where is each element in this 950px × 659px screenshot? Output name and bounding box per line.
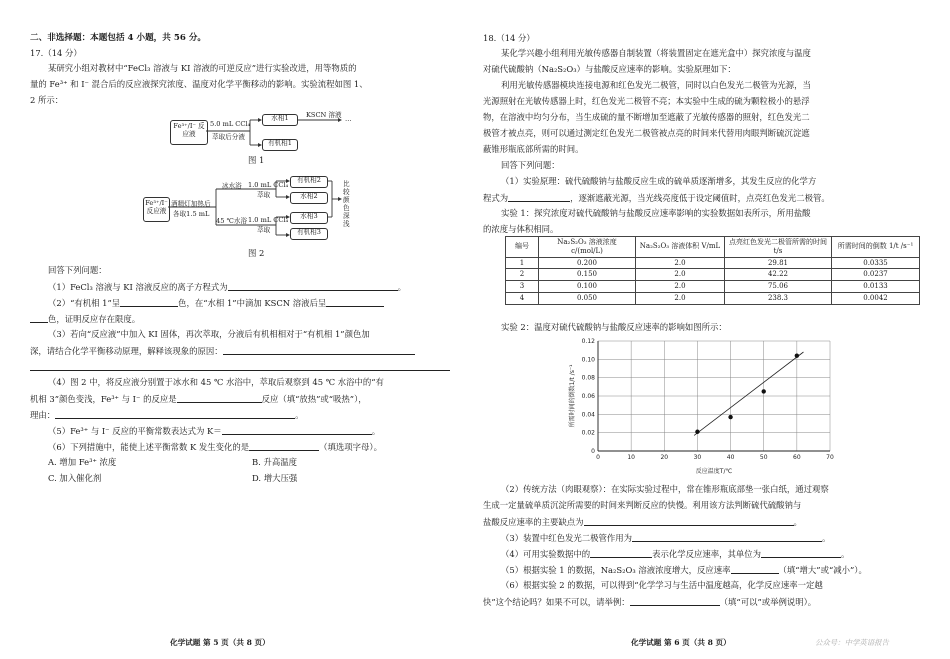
q17-sub1: （1）FeCl₃ 溶液与 KI 溶液反应的离子方程式为 。 [48,282,407,292]
table-cell: 0.0042 [832,292,920,304]
x-tick-label: 60 [793,454,801,461]
y-tick-label: 0 [591,448,595,455]
y-tick-label: 0.02 [581,429,595,437]
q17-sub3-text: 深，请结合化学平衡移动原理，解释该现象的原因： [30,346,223,356]
answer-blank[interactable] [249,441,319,451]
answer-blank[interactable] [590,548,652,558]
q18-sub4-text-b: 表示化学反应速率，其单位为 [652,549,761,559]
fig1-ccl4-label: 5.0 mL CCl₄ [210,120,251,128]
q18-sub3: （3）装置中红色发光二极管作用为 。 [501,533,831,543]
answer-blank[interactable] [228,281,398,291]
q18-para-6: 极管才被点亮，则可以通过测定红色发光二极管被点亮的时间来代替用肉眼判断硫沉淀遮 [483,128,810,138]
table-cell: 2 [506,269,539,281]
table-cell: 42.22 [725,269,832,281]
table-cell: 2.0 [636,292,725,304]
table-header-cell: Na₂S₂O₃ 溶液体积 V/mL [636,237,725,258]
table-cell: 0.200 [539,257,636,269]
x-tick-label: 50 [759,454,768,461]
section-title: 二、非选择题：本题包括 4 小题，共 56 分。 [30,33,207,43]
q18-sub6-line1: （6）根据实验 2 的数据，可以得到“化学学习与生活中温度越高，化学反应速率一定越 [501,580,823,590]
table-row [506,257,920,269]
fig2-organic-phase-3: 有机相3 [290,228,328,240]
chart-grid [598,341,830,451]
q18-para-3: 利用光敏传感器模块连接电源和红色发光二极管，同时以白色发光二极管为光源，当 [501,80,811,90]
q18-exp1-line2: 的浓度与体积相同。 [483,224,559,234]
answer-blank[interactable] [632,532,822,542]
x-tick-label: 40 [726,454,735,461]
table-header-cell: Na₂S₂O₃ 溶液浓度 c/(mol/L) [539,237,636,258]
chart-x-label: 反应温度T/℃ [695,468,733,475]
left-page [30,0,455,659]
option-b: B. 升高温度 [252,457,297,467]
q18-para-1: 某化学兴趣小组利用光敏传感器自制装置（将装置固定在遮光盒中）探究浓度与温度 [501,48,811,58]
answer-blank[interactable] [177,393,262,403]
data-point [762,389,766,393]
table-row [506,292,920,304]
q17-sub4-text-c: 反应（填“放热”或“吸热”）， [261,394,367,404]
q17-sub3-line2 [30,345,415,357]
q18-sub1-text-c: ，逐渐遮蔽光源，当光线亮度低于设定阈值时，点亮红色发光二极管。 [570,193,830,203]
fig1-water-phase-1: 水相1 [262,114,298,126]
q18-sub1-text-b: 程式为 [483,193,509,203]
q17-sub5: （5）Fe³⁺ 与 I⁻ 反应的平衡常数表达式为 K＝ 。 [48,426,381,436]
fig2-reaction-box: Fe³⁺/I⁻ 反应液 [143,197,170,222]
fig1-kscn-label: KSCN 溶液 [306,111,342,119]
x-tick-label: 70 [826,454,834,461]
answer-blank[interactable] [630,596,720,606]
q17-number: 17.（14 分） [30,48,82,58]
table-cell: 2.0 [636,269,725,281]
table-cell: 0.0237 [832,269,920,281]
q17-sub2-text-b: 色，在“水相 1”中滴加 KSCN 溶液后呈 [178,298,327,308]
fig1-caption: 图 1 [248,155,265,165]
q18-sub3-text: （3）装置中红色发光二极管作用为 [501,533,632,543]
fig2-organic-phase-2: 有机相2 [290,176,328,188]
temperature-rate-chart [568,333,848,483]
page-footer-right: 化学试题 第 6 页（共 8 页） [631,638,731,647]
chart-x-ticks [596,454,834,461]
q18-para-7: 蔽锥形瓶底部所需的时间。 [483,144,584,154]
y-tick-label: 0.08 [581,374,595,382]
q18-para-5: 物，在溶液中均匀分布，当生成硫的量不断增加至遮蔽了光敏传感器的照射，红色发光二 [483,112,810,122]
q18-sub2-line3: 盐酸反应速率的主要缺点为 。 [483,517,802,527]
data-table [505,236,920,305]
table-cell: 29.81 [725,257,832,269]
q18-number: 18.（14 分） [483,33,535,43]
q17-sub6 [48,441,382,453]
fig2-extract-label-2: 萃取 [257,226,271,234]
fig2-ice-bath-label: 冰水浴 [222,182,242,190]
q18-answer-prompt: 回答下列问题： [501,160,560,170]
answer-blank[interactable] [30,361,450,371]
table-cell: 0.100 [539,281,636,293]
answer-blank[interactable] [508,192,570,202]
answer-blank[interactable] [222,425,372,435]
q17-sub2-cont [30,313,140,325]
fig1-organic-phase-1: 有机相1 [262,139,298,151]
data-point [695,430,699,434]
data-point [795,353,799,357]
answer-blank[interactable] [731,564,779,574]
q17-intro-line3: 2 所示： [30,95,64,105]
q18-sub6-text-c: （填“可以”或举例说明）。 [719,597,817,607]
q18-sub2-line1: （2）传统方法（肉眼观察）：在实际实验过程中，常在锥形瓶底部垫一张白纸，通过观察 [501,484,829,494]
q17-intro-line1: 某研究小组对教材中“FeCl₃ 溶液与 KI 溶液的可逆反应”进行实验改进，用等物质的 [48,63,357,73]
table-cell: 0.150 [539,269,636,281]
table-header-row [506,237,920,258]
chart-trendline [694,352,803,435]
table-row [506,269,920,281]
fig2-ccl4-label-1: 1.0 mL CCl₄ [248,181,289,189]
table-cell: 0.0335 [832,257,920,269]
fig2-lamp-label: 酒精灯加热后 [171,200,211,208]
table-header-cell: 点亮红色发光二极管所需的时间 t/s [725,237,832,258]
fig1-extract-label: 萃取后分液 [212,133,245,141]
answer-blank[interactable] [761,548,841,558]
q18-sub6-line2 [483,596,816,608]
q18-sub1-line1: （1）实验原理：硫代硫酸钠与盐酸反应生成的硫单质逐渐增多，其发生反应的化学方 [501,176,817,186]
option-a: A. 增加 Fe³⁺ 浓度 [48,457,117,467]
fig2-water-phase-3: 水相3 [290,212,328,224]
fig2-warm-bath-label: 45 ℃水浴 [216,217,248,225]
q17-sub4-text-d: 理由： [30,410,56,420]
answer-blank[interactable] [120,297,178,307]
answer-blank[interactable] [584,516,794,526]
page-footer-left: 化学试题 第 5 页（共 8 页） [170,638,270,647]
table-cell: 4 [506,292,539,304]
table-cell: 1 [506,257,539,269]
x-tick-label: 10 [627,454,635,461]
q17-sub3-line1: （3）若向“反应液”中加入 KI 固体，再次萃取，分液后有机相相对于“有机相 1”颜色加 [48,329,370,339]
q18-sub6-text-b: 快”这个结论吗？如果不可以，请举例： [483,597,630,607]
y-tick-label: 0.06 [581,393,595,400]
q17-sub5-text: （5）Fe³⁺ 与 I⁻ 反应的平衡常数表达式为 K＝ [48,426,222,436]
x-tick-label: 0 [596,454,600,461]
fig2-ccl4-label-2: 1.0 mL CCl₄ [248,216,289,224]
answer-blank[interactable] [223,345,415,355]
q17-intro-line2: 量的 Fe³⁺ 和 I⁻ 混合后的反应液探究浓度、温度对化学平衡移动的影响。实验流程如图 1、 [30,79,368,89]
q18-sub1-line2 [483,192,830,204]
q18-sub4-text-a: （4）可用实验数据中的 [501,549,591,559]
q17-sub2-text-a: （2）“有机相 1”呈 [48,298,121,308]
q18-sub5 [501,564,867,576]
fig2-compare-label: 比较颜色深浅 [343,180,350,228]
trend-line [694,352,803,435]
chart-y-ticks [582,338,596,455]
data-point [728,415,732,419]
fig2-extract-label-1: 萃取 [257,191,271,199]
y-tick-label: 0.12 [581,338,595,345]
q17-sub4-text-b: 机相 3”颜色变浅，Fe³⁺ 与 I⁻ 的反应是 [30,394,177,404]
table-row [506,281,920,293]
x-tick-label: 30 [693,454,702,461]
fig2-caption: 图 2 [248,248,265,258]
q18-sub2-text-c: 盐酸反应速率的主要缺点为 [483,517,584,527]
y-tick-label: 0.04 [581,411,595,419]
right-page [483,0,923,659]
y-tick-label: 0.10 [581,356,595,364]
table-cell: 0.050 [539,292,636,304]
answer-prompt: 回答下列问题： [48,265,107,275]
q17-sub3-line3 [30,361,450,373]
fig1-reaction-box: Fe³⁺/I⁻ 反应液 [170,120,208,145]
table-cell: 238.3 [725,292,832,304]
q18-exp1-line1: 实验 1：探究浓度对硫代硫酸钠与盐酸反应速率影响的实验数据如表所示，所用盐酸 [501,208,811,218]
table-cell: 0.0133 [832,281,920,293]
table-cell: 3 [506,281,539,293]
q17-sub6-hint: （填选项字母）。 [319,442,382,452]
fig2-sample-label: 各取1.5 mL [173,210,210,218]
q17-sub6-text: （6）下列措施中，能使上述平衡常数 K 发生变化的是 [48,442,250,452]
q18-sub5-text-b: （填“增大”或“减小”）。 [778,565,867,575]
q17-sub4-line3: 理由： 。 [30,410,304,420]
answer-blank[interactable] [55,409,295,419]
option-c: C. 加入催化剂 [48,473,102,483]
q18-para-2: 对硫代硫酸钠（Na₂S₂O₃）与盐酸反应速率的影响。实验原理如下： [483,64,736,74]
table-cell: 2.0 [636,257,725,269]
q18-sub2-line2: 生成一定量硫单质沉淀所需要的时间来判断反应的快慢。利用该方法判断硫代硫酸钠与 [483,500,802,510]
fig2-water-phase-2: 水相2 [290,192,328,204]
fig1-ellipsis: … [345,115,352,123]
q18-para-4: 光源照射在光敏传感器上时，红色发光二极管不亮；本实验中生成的硫为颗粒极小的悬浮 [483,96,810,106]
answer-blank[interactable] [30,313,48,323]
x-tick-label: 20 [660,454,669,461]
q17-sub4-line2 [30,393,367,405]
q17-sub1-text: （1）FeCl₃ 溶液与 KI 溶液反应的离子方程式为 [48,282,228,292]
table-cell: 2.0 [636,281,725,293]
q18-sub5-text-a: （5）根据实验 1 的数据，Na₂S₂O₃ 溶液浓度增大，反应速率 [501,565,731,575]
chart-points [695,353,799,433]
q18-sub4: （4）可用实验数据中的 表示化学反应速率，其单位为 。 [501,549,850,559]
q17-sub2 [48,297,384,309]
chart-y-label: 所需时间的倒数1/t /s⁻¹ [569,364,576,428]
table-header-cell: 编号 [506,237,539,258]
q17-sub4-line1: （4）图 2 中，将反应液分别置于冰水和 45 ℃ 水浴中，萃取后观察到 45 ℃ 水浴中的“有 [48,377,384,387]
table-cell: 75.06 [725,281,832,293]
watermark: 公众号：中学英语报告 [815,638,889,647]
q18-exp2-text: 实验 2：温度对硫代硫酸钠与盐酸反应速率的影响如图所示： [501,322,727,332]
option-d: D. 增大压强 [252,473,298,483]
table-header-cell: 所需时间的倒数 1/t /s⁻¹ [832,237,920,258]
q17-sub2-text-c: 色，证明反应存在限度。 [48,314,141,324]
answer-blank[interactable] [326,297,384,307]
